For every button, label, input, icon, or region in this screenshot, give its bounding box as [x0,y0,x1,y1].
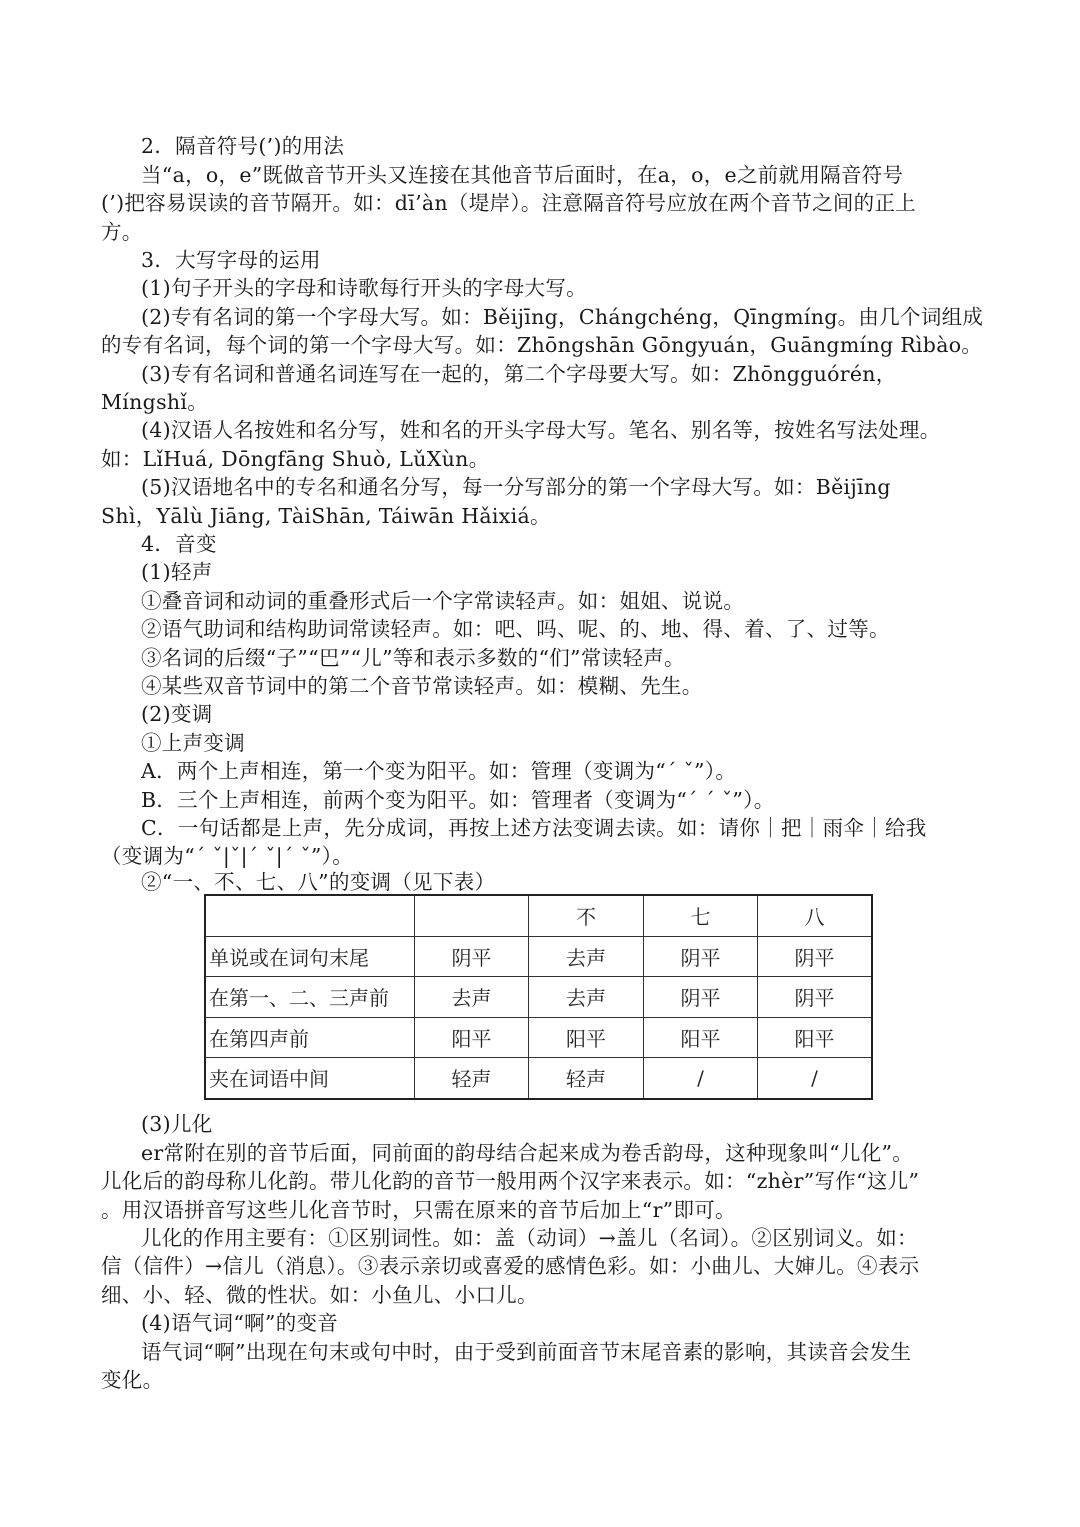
paragraph-line: C．一句话都是上声，先分成词，再按上述方法变调去读。如：请你｜把｜雨伞｜给我 [141,816,927,840]
paragraph-line: (’)把容易误读的音节隔开。如：dī’àn（堤岸）。注意隔音符号应放在两个音节之间的正上 [101,191,917,215]
paragraph-line: (2)专有名词的第一个字母大写。如：Běijīng，Chángchéng，Qīngmíng。由几个词组成 [141,305,984,329]
table-header-cell [205,895,415,936]
paragraph-line: 方。 [101,220,143,244]
paragraph-line: A．两个上声相连，第一个变为阳平。如：管理（变调为“ˊ ˇ”）。 [141,759,737,783]
paragraph-line: Shì，Yālù Jiāng, TàiShān, Táiwān Hǎixiá。 [101,504,551,528]
table-cell: 阴平 [415,936,529,977]
table-header-cell: 不 [529,895,644,936]
row-label-cell: 单说或在词句末尾 [205,936,415,977]
paragraph-line: 的专有名词，每个词的第一个字母大写。如：Zhōngshān Gōngyuán，Guāngmíng Rìbào。 [101,333,983,357]
table-cell: 阴平 [644,936,758,977]
paragraph-line: (1)句子开头的字母和诗歌每行开头的字母大写。 [141,276,587,300]
table-cell: / [644,1058,758,1099]
paragraph-line: (4)汉语人名按姓和名分写，姓和名的开头字母大写。笔名、别名等，按姓名写法处理。 [141,418,941,442]
table-cell: / [758,1058,873,1099]
paragraph-line: B．三个上声相连，前两个变为阳平。如：管理者（变调为“ˊ ˊ ˇ”）。 [141,788,775,812]
table-row [205,936,872,977]
paragraph-line: 当“a，o，e”既做音节开头又连接在其他音节后面时，在a，o，e之前就用隔音符号 [141,163,904,187]
table-cell: 去声 [529,977,644,1018]
row-label-cell: 夹在词语中间 [205,1058,415,1099]
table-cell: 去声 [529,936,644,977]
subsection-heading: (1)轻声 [141,560,213,584]
paragraph-line: 变化。 [101,1368,164,1392]
paragraph-line: 信（信件）→信儿（消息）。③表示亲切或喜爱的感情色彩。如：小曲儿、大婶儿。④表示 [101,1254,920,1278]
section-heading: 2．隔音符号(’)的用法 [141,134,345,158]
section-heading: 4．音变 [141,532,217,556]
paragraph-line: ②语气助词和结构助词常读轻声。如：吧、吗、呢、的、地、得、着、了、过等。 [141,617,890,641]
table-header-cell: 八 [758,895,873,936]
paragraph-line: (5)汉语地名中的专名和通名分写，每一分写部分的第一个字母大写。如：Běijīng [141,475,891,499]
table-cell: 阴平 [758,936,873,977]
row-label-cell: 在第四声前 [205,1017,415,1058]
subsection-heading: (4)语气词“啊”的变音 [141,1311,339,1335]
paragraph-line: (3)专有名词和普通名词连写在一起的，第二个字母要大写。如：Zhōngguórén， [141,362,897,386]
table-cell: 阴平 [644,977,758,1018]
paragraph-line: ②“一、不、七、八”的变调（见下表） [141,870,496,894]
subsection-heading: (2)变调 [141,702,213,726]
tone-change-table [204,894,873,1100]
table-cell: 轻声 [529,1058,644,1099]
table-header-row [205,895,872,936]
paragraph-line: （变调为“ˊ ˇ|ˇ|ˊ ˇ|ˊ ˇ”）。 [101,844,354,868]
paragraph-line: 。用汉语拼音写这些儿化音节时，只需在原来的音节后加上“r”即可。 [101,1198,736,1222]
paragraph-line: er常附在别的音节后面，同前面的韵母结合起来成为卷舌韵母，这种现象叫“儿化”。 [141,1141,914,1165]
subsection-heading: (3)儿化 [141,1112,213,1136]
table-cell: 去声 [415,977,529,1018]
row-label-cell: 在第一、二、三声前 [205,977,415,1018]
table-cell: 阳平 [758,1017,873,1058]
paragraph-line: 儿化后的韵母称儿化韵。带儿化韵的音节一般用两个汉字来表示。如：“zhèr”写作“这儿” [101,1169,920,1193]
section-heading: 3．大写字母的运用 [141,248,321,272]
table-header-cell [415,895,529,936]
paragraph-line: ①上声变调 [141,731,245,755]
paragraph-line: 细、小、轻、微的性状。如：小鱼儿、小口儿。 [101,1283,538,1307]
paragraph-line: 语气词“啊”出现在句末或句中时，由于受到前面音节末尾音素的影响，其读音会发生 [141,1340,912,1364]
table-row [205,977,872,1018]
paragraph-line: 儿化的作用主要有：①区别词性。如：盖（动词）→盖儿（名词）。②区别词义。如： [141,1226,918,1250]
paragraph-line: ③名词的后缀“子”“巴”“儿”等和表示多数的“们”常读轻声。 [141,646,685,670]
table-cell: 轻声 [415,1058,529,1099]
table-row [205,1017,872,1058]
table-header-cell: 七 [644,895,758,936]
table-row [205,1058,872,1099]
table-cell: 阳平 [644,1017,758,1058]
paragraph-line: ①叠音词和动词的重叠形式后一个字常读轻声。如：姐姐、说说。 [141,589,745,613]
paragraph-line: Míngshǐ。 [101,390,209,414]
paragraph-line: 如：LǐHuá, Dōngfāng Shuò, LǔXùn。 [101,447,490,471]
table-cell: 阳平 [415,1017,529,1058]
paragraph-line: ④某些双音节词中的第二个音节常读轻声。如：模糊、先生。 [141,674,703,698]
table-cell: 阴平 [758,977,873,1018]
table-cell: 阳平 [529,1017,644,1058]
